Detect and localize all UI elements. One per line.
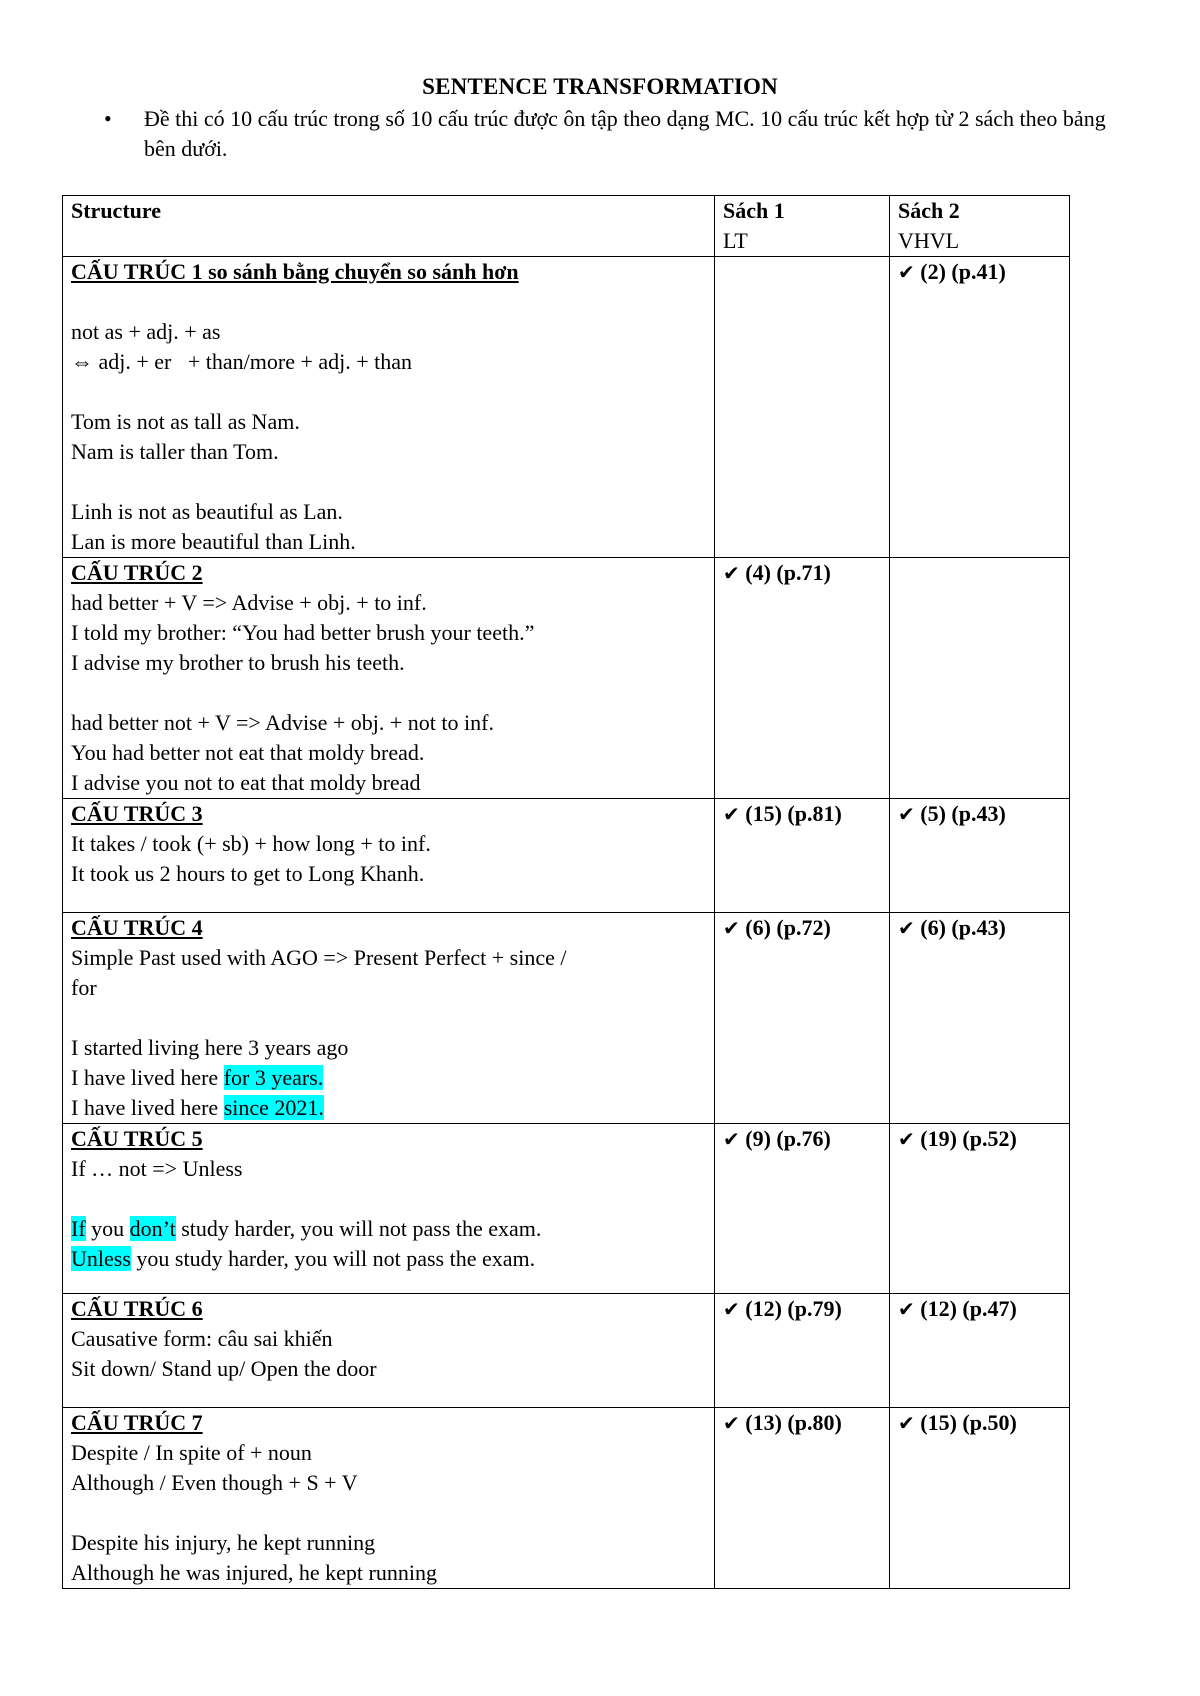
checkmark-icon: ✔	[723, 916, 740, 940]
book2-ref: (5) (p.43)	[920, 801, 1006, 826]
structure-line: Although / Even though + S + V	[71, 1470, 358, 1495]
checkmark-icon: ✔	[898, 260, 915, 284]
structure-line: Tom is not as tall as Nam.	[71, 409, 300, 434]
structure-line: Despite his injury, he kept running	[71, 1530, 376, 1555]
structure-line: Linh is not as beautiful as Lan.	[71, 499, 343, 524]
structure-title: CẤU TRÚC 6	[71, 1296, 203, 1321]
text-segment: I have lived here	[71, 1065, 224, 1090]
checkmark-icon: ✔	[898, 1127, 915, 1151]
structure-line: Although he was injured, he kept running	[71, 1560, 437, 1585]
book1-cell	[715, 1408, 890, 1589]
intro-bullet-item	[104, 104, 1124, 164]
book1-cell	[715, 558, 890, 799]
book1-cell	[715, 799, 890, 913]
text-segment: you study harder, you will not pass the exam.	[130, 1246, 536, 1271]
structure-line: I started living here 3 years ago	[71, 1035, 349, 1060]
checkmark-icon: ✔	[898, 1297, 915, 1321]
book1-ref: (12) (p.79)	[745, 1296, 842, 1321]
blank-line	[71, 287, 706, 317]
structure-title: CẤU TRÚC 7	[71, 1410, 203, 1435]
book1-ref: (9) (p.76)	[745, 1126, 831, 1151]
header-book2-sub: VHVL	[898, 228, 960, 253]
structure-cell	[63, 913, 715, 1124]
book2-cell	[890, 1124, 1070, 1294]
book2-cell	[890, 1294, 1070, 1408]
checkmark-icon: ✔	[723, 1297, 740, 1321]
book1-cell	[715, 913, 890, 1124]
book1-cell	[715, 1294, 890, 1408]
structure-line: not as + adj. + as	[71, 319, 221, 344]
header-book1	[715, 196, 890, 257]
table-row	[63, 558, 1070, 799]
table-row	[63, 1124, 1070, 1294]
structure-line: I told my brother: “You had better brush your teeth.”	[71, 620, 535, 645]
book1-ref: (4) (p.71)	[745, 560, 831, 585]
checkmark-icon: ✔	[898, 802, 915, 826]
structure-line: had better not + V => Advise + obj. + not to inf.	[71, 710, 494, 735]
book1-ref: (13) (p.80)	[745, 1410, 842, 1435]
checkmark-icon: ✔	[723, 561, 740, 585]
blank-line	[71, 1003, 706, 1033]
structure-cell	[63, 558, 715, 799]
structure-line: You had better not eat that moldy bread.	[71, 740, 425, 765]
structure-line	[71, 1063, 706, 1093]
structure-line: for	[71, 975, 97, 1000]
structure-cell	[63, 799, 715, 913]
structure-table	[62, 195, 1070, 1589]
book2-ref: (6) (p.43)	[920, 915, 1006, 940]
book1-cell	[715, 257, 890, 558]
header-structure	[63, 196, 715, 257]
book1-ref: (6) (p.72)	[745, 915, 831, 940]
highlighted-text: since 2021.	[223, 1095, 324, 1120]
structure-line: ⇔ adj. + er + than/more + adj. + than	[71, 349, 413, 374]
structure-line: It took us 2 hours to get to Long Khanh.	[71, 861, 425, 886]
structure-cell	[63, 1124, 715, 1294]
blank-line	[71, 1498, 706, 1528]
highlighted-text: If	[71, 1216, 86, 1241]
structure-cell	[63, 1408, 715, 1589]
structure-line: It takes / took (+ sb) + how long + to inf.	[71, 831, 431, 856]
book2-ref: (19) (p.52)	[920, 1126, 1017, 1151]
structure-title: CẤU TRÚC 3	[71, 801, 203, 826]
text-segment: you	[85, 1216, 130, 1241]
structure-line: I advise you not to eat that moldy bread	[71, 770, 421, 795]
structure-line: Nam is taller than Tom.	[71, 439, 279, 464]
structure-line: had better + V => Advise + obj. + to inf.	[71, 590, 427, 615]
structure-line	[71, 1093, 706, 1123]
structure-line: If … not => Unless	[71, 1156, 243, 1181]
book2-cell	[890, 257, 1070, 558]
blank-line	[71, 678, 706, 708]
structure-line: Lan is more beautiful than Linh.	[71, 529, 356, 554]
structure-line: Despite / In spite of + noun	[71, 1440, 312, 1465]
header-book1-sub: LT	[723, 228, 748, 253]
text-segment: study harder, you will not pass the exam.	[175, 1216, 542, 1241]
header-book1-title: Sách 1	[723, 198, 785, 223]
book2-ref: (2) (p.41)	[920, 259, 1006, 284]
structure-cell	[63, 257, 715, 558]
book2-cell	[890, 799, 1070, 913]
structure-title: CẤU TRÚC 1 so sánh bằng chuyển so sánh hơn	[71, 259, 519, 284]
highlighted-text: don’t	[129, 1216, 176, 1241]
bullet-icon: •	[104, 106, 112, 131]
book1-ref: (15) (p.81)	[745, 801, 842, 826]
checkmark-icon: ✔	[723, 1127, 740, 1151]
checkmark-icon: ✔	[723, 1411, 740, 1435]
structure-line: Simple Past used with AGO => Present Perfect + since /	[71, 945, 567, 970]
structure-line: I advise my brother to brush his teeth.	[71, 650, 405, 675]
table-row	[63, 799, 1070, 913]
book1-cell	[715, 1124, 890, 1294]
table-header-row	[63, 196, 1070, 257]
intro-text: Đề thi có 10 cấu trúc trong số 10 cấu trúc được ôn tập theo dạng MC. 10 cấu trúc kết hợp từ 2 sách theo bảng bên dưới.	[144, 106, 1106, 161]
structure-line	[71, 1214, 706, 1244]
blank-line	[71, 377, 706, 407]
header-structure-label: Structure	[71, 198, 162, 223]
book2-ref: (12) (p.47)	[920, 1296, 1017, 1321]
blank-line	[71, 1184, 706, 1214]
page-title: SENTENCE TRANSFORMATION	[422, 74, 778, 99]
checkmark-icon: ✔	[898, 916, 915, 940]
text-segment: I have lived here	[71, 1095, 224, 1120]
structure-title: CẤU TRÚC 5	[71, 1126, 203, 1151]
header-book2-title: Sách 2	[898, 198, 960, 223]
book2-cell	[890, 913, 1070, 1124]
table-row	[63, 1294, 1070, 1408]
structure-line: Sit down/ Stand up/ Open the door	[71, 1356, 377, 1381]
structure-title: CẤU TRÚC 2	[71, 560, 203, 585]
highlighted-text: Unless	[71, 1246, 131, 1271]
book2-ref: (15) (p.50)	[920, 1410, 1017, 1435]
checkmark-icon: ✔	[898, 1411, 915, 1435]
header-book2	[890, 196, 1070, 257]
structure-title: CẤU TRÚC 4	[71, 915, 203, 940]
book2-cell	[890, 1408, 1070, 1589]
structure-line: Causative form: câu sai khiến	[71, 1326, 333, 1351]
table-row	[63, 1408, 1070, 1589]
checkmark-icon: ✔	[723, 802, 740, 826]
highlighted-text: for 3 years.	[223, 1065, 324, 1090]
structure-line	[71, 1244, 706, 1274]
blank-line	[71, 467, 706, 497]
table-row	[63, 257, 1070, 558]
book2-cell	[890, 558, 1070, 799]
table-row	[63, 913, 1070, 1124]
structure-cell	[63, 1294, 715, 1408]
